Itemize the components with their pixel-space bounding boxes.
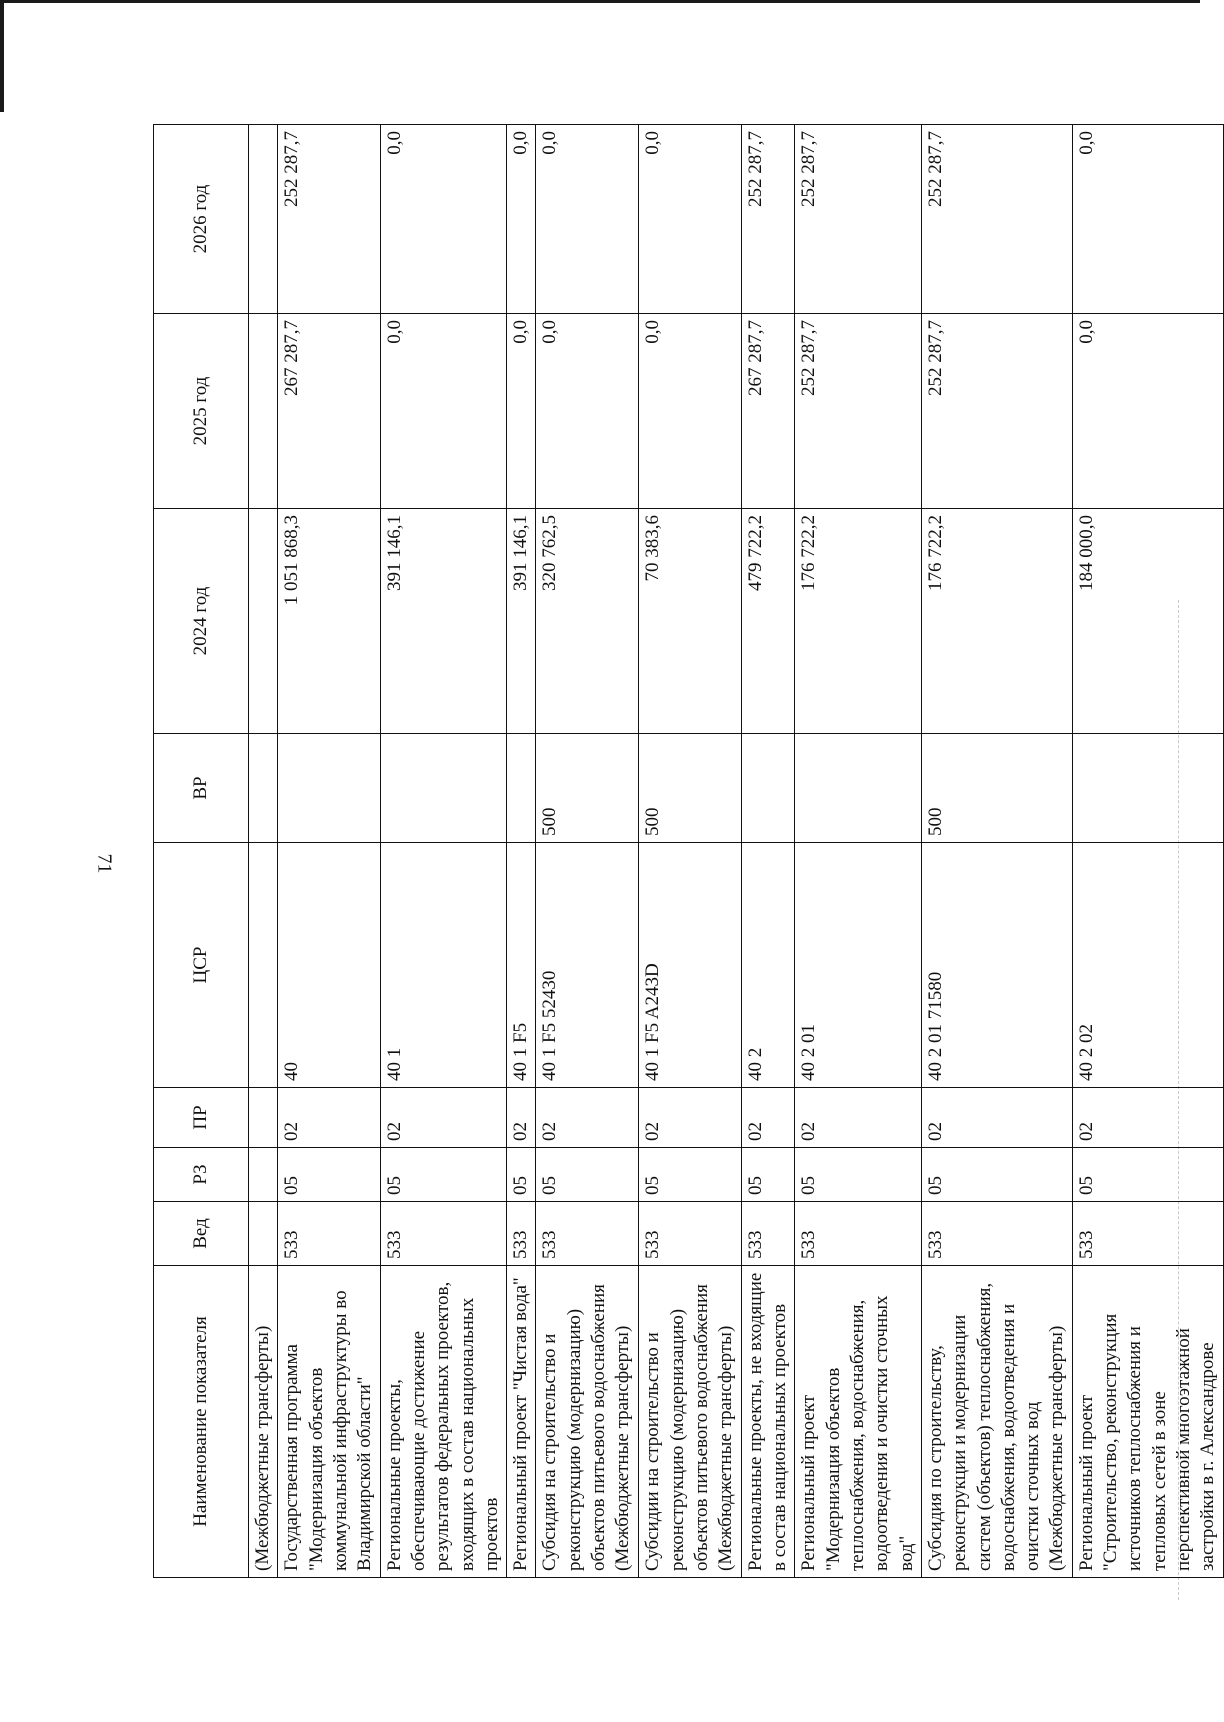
table-row bbox=[278, 125, 380, 1578]
cell-y2026: 252 287,7 bbox=[795, 125, 922, 314]
cell-y2026: 252 287,7 bbox=[921, 125, 1072, 314]
cell-ved: 533 bbox=[278, 1202, 380, 1266]
cell-y2024: 391 146,1 bbox=[507, 509, 536, 734]
cell-y2024: 70 383,6 bbox=[639, 509, 741, 734]
cell-csr: 40 bbox=[278, 843, 380, 1088]
header-2025: 2025 год bbox=[154, 314, 249, 509]
page-number: 71 bbox=[93, 853, 116, 874]
header-rz: РЗ bbox=[154, 1148, 249, 1202]
cell-pr: 02 bbox=[536, 1088, 639, 1148]
cell-vr bbox=[380, 734, 507, 843]
cell-name: Региональный проект "Строительство, реконструкция источников теплоснабжения и тепловых сетей в зоне перспективной многоэтажной застройки в г. Александрове bbox=[1072, 1266, 1223, 1578]
cell-y2024 bbox=[249, 509, 278, 734]
table-body bbox=[249, 125, 1224, 1578]
scan-edge-left bbox=[0, 0, 4, 112]
cell-y2026: 252 287,7 bbox=[278, 125, 380, 314]
cell-ved: 533 bbox=[1072, 1202, 1223, 1266]
cell-y2026: 252 287,7 bbox=[741, 125, 795, 314]
table-row bbox=[639, 125, 741, 1578]
cell-rz: 05 bbox=[741, 1148, 795, 1202]
cell-pr: 02 bbox=[921, 1088, 1072, 1148]
cell-rz: 05 bbox=[1072, 1148, 1223, 1202]
cell-csr: 40 2 02 bbox=[1072, 843, 1223, 1088]
cell-y2026: 0,0 bbox=[380, 125, 507, 314]
cell-rz: 05 bbox=[921, 1148, 1072, 1202]
cell-ved: 533 bbox=[507, 1202, 536, 1266]
cell-name: Субсидии на строительство и реконструкцию (модернизацию) объектов питьевого водоснабжения (Межбюджетные трансферты) bbox=[639, 1266, 741, 1578]
header-2026: 2026 год bbox=[154, 125, 249, 314]
cell-y2025: 0,0 bbox=[639, 314, 741, 509]
cell-name: Региональный проект "Модернизация объектов теплоснабжения, водоснабжения, водоотведения и очистки сточных вод" bbox=[795, 1266, 922, 1578]
cell-csr: 40 2 01 71580 bbox=[921, 843, 1072, 1088]
scan-edge-top bbox=[0, 0, 1200, 3]
cell-vr bbox=[1072, 734, 1223, 843]
cell-pr: 02 bbox=[507, 1088, 536, 1148]
cell-ved: 533 bbox=[921, 1202, 1072, 1266]
cell-pr bbox=[249, 1088, 278, 1148]
cell-csr: 40 2 bbox=[741, 843, 795, 1088]
cell-rz: 05 bbox=[536, 1148, 639, 1202]
cell-rz: 05 bbox=[795, 1148, 922, 1202]
table-row bbox=[536, 125, 639, 1578]
cell-vr bbox=[249, 734, 278, 843]
cell-csr: 40 1 F5 bbox=[507, 843, 536, 1088]
header-vr: ВР bbox=[154, 734, 249, 843]
header-ved: Вед bbox=[154, 1202, 249, 1266]
cell-y2024: 391 146,1 bbox=[380, 509, 507, 734]
cell-pr: 02 bbox=[639, 1088, 741, 1148]
cell-csr: 40 1 F5 52430 bbox=[536, 843, 639, 1088]
cell-rz: 05 bbox=[507, 1148, 536, 1202]
cell-vr: 500 bbox=[921, 734, 1072, 843]
cell-y2025: 267 287,7 bbox=[278, 314, 380, 509]
cell-csr: 40 1 F5 A243D bbox=[639, 843, 741, 1088]
cell-ved: 533 bbox=[795, 1202, 922, 1266]
cell-name: Субсидия на строительство и реконструкцию (модернизацию) объектов питьевого водоснабжения (Межбюджетные трансферты) bbox=[536, 1266, 639, 1578]
header-csr: ЦСР bbox=[154, 843, 249, 1088]
cell-name: Государственная программа "Модернизация объектов коммунальной инфраструктуры во Владимирской области" bbox=[278, 1266, 380, 1578]
cell-rz bbox=[249, 1148, 278, 1202]
cell-y2025: 0,0 bbox=[380, 314, 507, 509]
cell-name: Региональные проекты, не входящие в состав национальных проектов bbox=[741, 1266, 795, 1578]
cell-ved bbox=[249, 1202, 278, 1266]
cell-y2025: 252 287,7 bbox=[795, 314, 922, 509]
header-row bbox=[154, 125, 249, 1578]
cell-vr bbox=[278, 734, 380, 843]
cell-pr: 02 bbox=[1072, 1088, 1223, 1148]
table-row bbox=[1072, 125, 1223, 1578]
cell-csr: 40 2 01 bbox=[795, 843, 922, 1088]
cell-rz: 05 bbox=[278, 1148, 380, 1202]
cell-y2024: 479 722,2 bbox=[741, 509, 795, 734]
rotated-table-container bbox=[153, 125, 1219, 1578]
cell-y2025: 0,0 bbox=[507, 314, 536, 509]
cell-y2026 bbox=[249, 125, 278, 314]
cell-vr: 500 bbox=[536, 734, 639, 843]
cell-name: (Межбюджетные трансферты) bbox=[249, 1266, 278, 1578]
cell-y2024: 1 051 868,3 bbox=[278, 509, 380, 734]
cell-pr: 02 bbox=[278, 1088, 380, 1148]
header-name: Наименование показателя bbox=[154, 1266, 249, 1578]
cell-pr: 02 bbox=[741, 1088, 795, 1148]
cell-y2024: 320 762,5 bbox=[536, 509, 639, 734]
table-row bbox=[741, 125, 795, 1578]
cell-y2024: 184 000,0 bbox=[1072, 509, 1223, 734]
table-row bbox=[249, 125, 278, 1578]
cell-y2025: 0,0 bbox=[536, 314, 639, 509]
header-pr: ПР bbox=[154, 1088, 249, 1148]
cell-y2024: 176 722,2 bbox=[921, 509, 1072, 734]
cell-y2025 bbox=[249, 314, 278, 509]
cell-vr bbox=[741, 734, 795, 843]
cell-pr: 02 bbox=[795, 1088, 922, 1148]
cell-name: Региональный проект "Чистая вода" bbox=[507, 1266, 536, 1578]
cell-y2025: 252 287,7 bbox=[921, 314, 1072, 509]
cell-csr bbox=[249, 843, 278, 1088]
table-row bbox=[795, 125, 922, 1578]
cell-y2025: 267 287,7 bbox=[741, 314, 795, 509]
cell-y2025: 0,0 bbox=[1072, 314, 1223, 509]
cell-ved: 533 bbox=[741, 1202, 795, 1266]
table-row bbox=[380, 125, 507, 1578]
table-row bbox=[507, 125, 536, 1578]
table-row bbox=[921, 125, 1072, 1578]
header-2024: 2024 год bbox=[154, 509, 249, 734]
cell-ved: 533 bbox=[536, 1202, 639, 1266]
cell-ved: 533 bbox=[380, 1202, 507, 1266]
cell-vr bbox=[795, 734, 922, 843]
cell-vr bbox=[507, 734, 536, 843]
cell-y2024: 176 722,2 bbox=[795, 509, 922, 734]
cell-pr: 02 bbox=[380, 1088, 507, 1148]
cell-rz: 05 bbox=[639, 1148, 741, 1202]
cell-ved: 533 bbox=[639, 1202, 741, 1266]
cell-rz: 05 bbox=[380, 1148, 507, 1202]
cell-y2026: 0,0 bbox=[507, 125, 536, 314]
cell-y2026: 0,0 bbox=[639, 125, 741, 314]
cell-y2026: 0,0 bbox=[1072, 125, 1223, 314]
cell-y2026: 0,0 bbox=[536, 125, 639, 314]
cell-csr: 40 1 bbox=[380, 843, 507, 1088]
cell-name: Региональные проекты, обеспечивающие достижение результатов федеральных проектов, входящих в состав национальных проектов bbox=[380, 1266, 507, 1578]
cell-name: Субсидия по строительству, реконструкции и модернизации систем (объектов) теплоснабжения, водоснабжения, водоотведения и очистки сточных вод (Межбюджетные трансферты) bbox=[921, 1266, 1072, 1578]
cell-vr: 500 bbox=[639, 734, 741, 843]
budget-table bbox=[153, 124, 1224, 1578]
